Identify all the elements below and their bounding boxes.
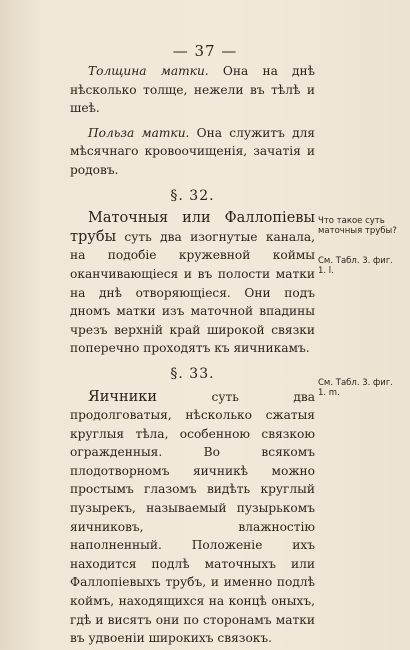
page-number: — 37 — [172,42,238,60]
paragraph-thickness [70,62,315,118]
margin-note-figure-ref: См. Табл. 3. фиг. 1. m. [318,378,394,398]
paragraph-title: Польза матки. [88,125,190,140]
paragraph-title: Яичники [88,388,158,405]
margin-note-figure-ref: См. Табл. 3. фиг. 1. l. [318,256,394,276]
paragraph-text: суть два продолговатыя, нѣсколько сжатыя круглыя тѣла, особенною связкою огражденныя. Во всякомъ плодотворномъ яичникѣ можно простымъ глазомъ видѣть круглый пузырекъ, называемый пузырькомъ яичниковъ, влажностію наполненный. Положеніе ихъ находится подлѣ маточныхъ или Фаллопіевыхъ трубъ, и именно подлѣ коймъ, находящихся на концѣ оныхъ, гдѣ и висятъ они по сторонамъ матки въ удвоеніи широкихъ связокъ. [70,389,315,646]
paragraph-ovaries [70,388,315,648]
page-body [70,62,315,648]
section-heading-33: §. 33. [170,365,215,382]
margin-note-question: Что такое суть маточныя трубы? [318,216,397,236]
paragraph-title: Маточныя или Фаллопіевы трубы [70,210,315,245]
section-heading-32: §. 32. [170,187,215,204]
paragraph-text: Она на днѣ нѣсколько толще, нежели въ тѣлѣ и шеѣ. [70,64,315,116]
paragraph-tubes [70,209,315,358]
paragraph-use [70,124,315,180]
paragraph-text: Она служитъ для мѣсячнаго кровоочищенія, зачатія и родовъ. [70,125,315,177]
paragraph-title: Толщина матки. [88,64,209,78]
paragraph-text: суть два изогнутые канала, на подобіе кружевной коймы оканчивающіеся и въ полости матки на днѣ отворяющіеся. Они подъ дномъ матки изъ маточной впадины чрезъ верхній край широкой связки поперечно проходятъ къ яичникамъ. [70,229,315,356]
